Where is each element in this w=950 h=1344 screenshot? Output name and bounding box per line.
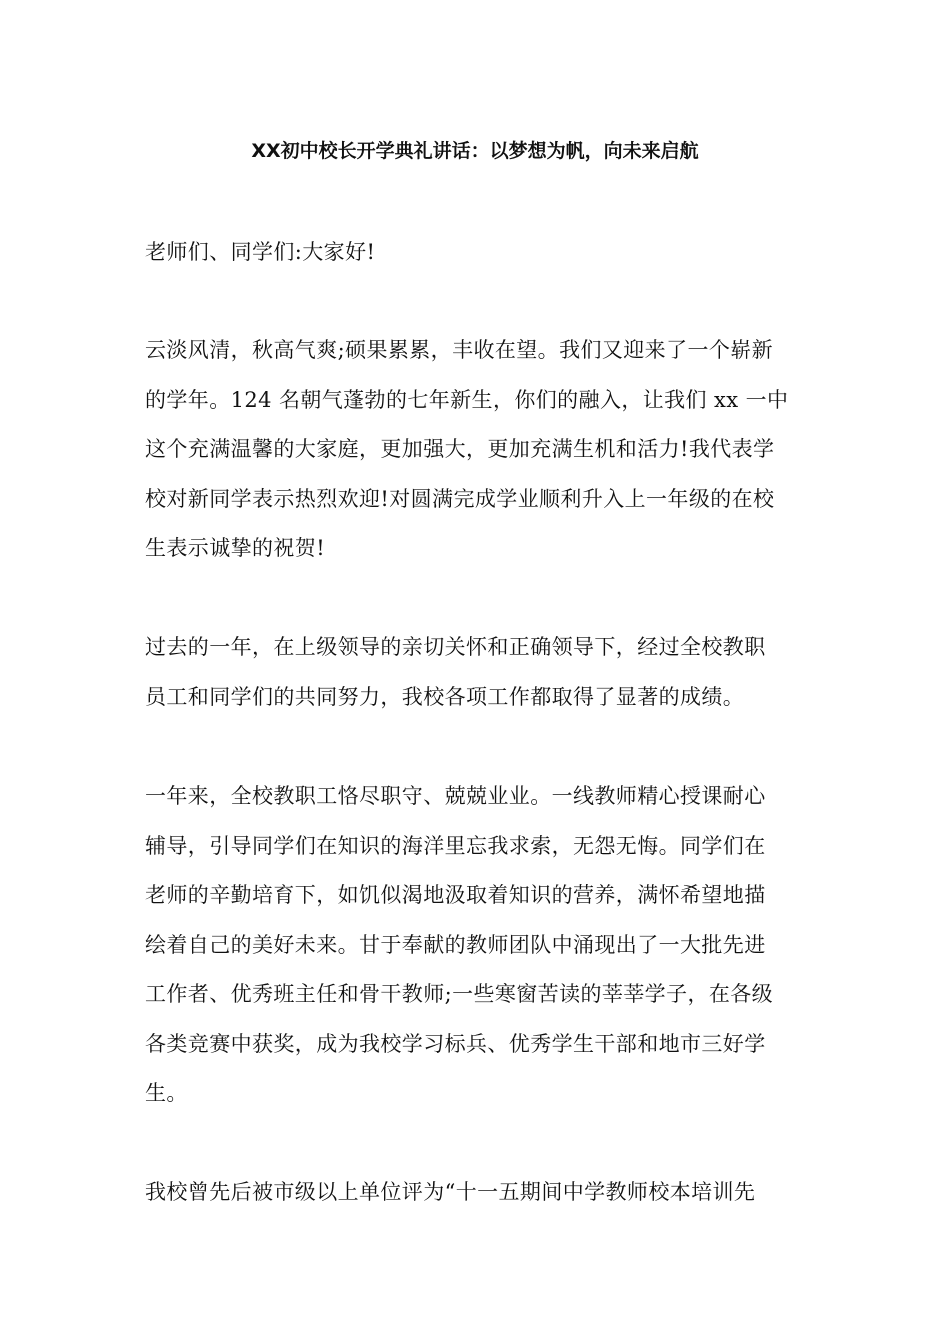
paragraph-line: 辅导，引导同学们在知识的海洋里忘我求索，无怨无悔。同学们在	[145, 833, 766, 858]
paragraph-line: 生表示诚挚的祝贺!	[145, 536, 326, 560]
paragraph-line: 过去的一年，在上级领导的亲切关怀和正确领导下，经过全校教职	[145, 635, 766, 659]
paragraph-line: 一年来，全校教职工恪尽职守、兢兢业业。一线教师精心授课耐心	[145, 784, 766, 808]
paragraph-line: 云淡风清，秋高气爽;硕果累累，丰收在望。我们又迎来了一个崭新	[145, 338, 774, 362]
body-paragraph-4	[145, 1168, 807, 1218]
paragraph-line: 老师的辛勤培育下，如饥似渴地汲取着知识的营养，满怀希望地描	[145, 883, 766, 907]
body-paragraph-1	[145, 326, 807, 574]
paragraph-line: 我校曾先后被市级以上单位评为“十一五期间中学教师校本培训先	[145, 1180, 756, 1204]
document-title: XX初中校长开学典礼讲话：以梦想为帆，向未来启航	[251, 140, 699, 162]
paragraph-line: 的学年。124 名朝气蓬勃的七年新生，你们的融入，让我们 xx 一中	[145, 387, 789, 412]
paragraph-line: 各类竞赛中获奖，成为我校学习标兵、优秀学生干部和地市三好学	[145, 1031, 766, 1056]
greeting-paragraph: 老师们、同学们:大家好!	[145, 240, 376, 264]
paragraph-line: 这个充满温馨的大家庭，更加强大，更加充满生机和活力!我代表学	[145, 437, 775, 461]
body-paragraph-3	[145, 772, 807, 1119]
body-paragraph-2	[145, 623, 807, 722]
paragraph-line: 员工和同学们的共同努力，我校各项工作都取得了显著的成绩。	[145, 684, 745, 709]
paragraph-line: 校对新同学表示热烈欢迎!对圆满完成学业顺利升入上一年级的在校	[145, 486, 775, 511]
paragraph-line: 生。	[145, 1081, 188, 1105]
paragraph-line: 绘着自己的美好未来。甘于奉献的教师团队中涌现出了一大批先进	[145, 932, 766, 957]
paragraph-line: 工作者、优秀班主任和骨干教师;一些寒窗苦读的莘莘学子，在各级	[145, 982, 774, 1006]
